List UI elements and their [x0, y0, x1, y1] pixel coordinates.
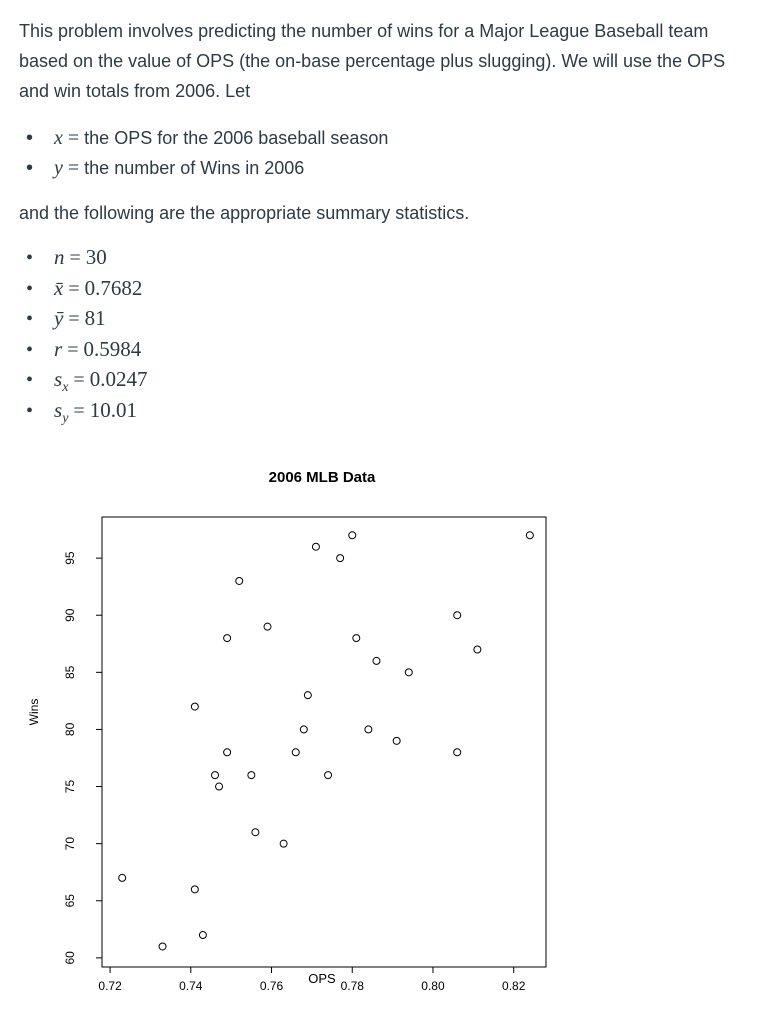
stat-ybar: •ȳ = 81 [26, 303, 147, 334]
stat-sx: $•s_x = 0.0247$ [26, 364, 147, 395]
data-points [119, 532, 534, 950]
data-point [224, 635, 231, 642]
stat-xbar: •x̄ = 0.7682 [26, 273, 147, 304]
summary-intro: and the following are the appropriate summary statistics. [19, 203, 470, 223]
data-point [119, 874, 126, 881]
x-tick-label: 0.76 [259, 979, 284, 993]
x-tick-label: 0.78 [340, 979, 364, 993]
stat-sy: $•s_y = 10.01$ [26, 395, 147, 426]
y-tick-label: 95 [63, 551, 77, 565]
var-description: the OPS for the 2006 baseball season [84, 128, 389, 148]
data-point [191, 703, 198, 710]
var-description: the number of Wins in 2006 [84, 158, 305, 178]
equals-sign: = [67, 127, 80, 149]
bullet-icon [26, 334, 54, 365]
bullet-icon [26, 395, 54, 426]
data-point [248, 772, 255, 779]
data-point [300, 726, 307, 733]
x-tick-label: 0.82 [502, 979, 526, 993]
y-tick-label: 90 [63, 608, 77, 622]
data-point [474, 646, 481, 653]
data-point [252, 829, 259, 836]
variable-definitions [26, 123, 388, 183]
data-point [304, 692, 311, 699]
var-symbol: y [54, 157, 63, 179]
bullet-icon [26, 242, 54, 273]
data-point [191, 886, 198, 893]
stat-r: •r = 0.5984 [26, 334, 147, 365]
data-point [337, 555, 344, 562]
data-point [216, 783, 223, 790]
bullet-icon [26, 153, 54, 183]
data-point [292, 749, 299, 756]
summary-statistics [26, 242, 147, 425]
data-point [353, 635, 360, 642]
data-point [365, 726, 372, 733]
data-point [212, 772, 219, 779]
plot-frame [102, 517, 546, 967]
problem-intro: This problem involves predicting the number of wins for a Major League Baseball team based on the value of OPS (the on-base percentage plus slugging). We will use the OPS and win totals from 2006. Let [19, 21, 726, 101]
data-point [349, 532, 356, 539]
data-point [454, 749, 461, 756]
variable-x [26, 123, 388, 153]
data-point [236, 577, 243, 584]
y-axis [63, 551, 102, 964]
y-tick-label: 80 [63, 722, 77, 737]
y-tick-label: 60 [63, 951, 77, 965]
var-symbol: x [54, 127, 63, 149]
x-tick-label: 0.80 [421, 979, 445, 993]
y-tick-label: 85 [63, 665, 77, 680]
data-point [264, 623, 271, 630]
x-tick-label: 0.72 [98, 979, 122, 993]
x-axis-label: OPS [308, 971, 336, 986]
y-axis-label: Wins [27, 698, 41, 726]
y-tick-label: 70 [63, 836, 77, 851]
data-point [454, 612, 461, 619]
data-point [159, 943, 166, 950]
data-point [325, 772, 332, 779]
x-tick-label: 0.74 [179, 979, 203, 993]
variable-y [26, 153, 388, 183]
bullet-icon [26, 364, 54, 395]
y-tick-label: 65 [63, 894, 77, 908]
equals-sign: = [67, 157, 80, 179]
bullet-icon [26, 123, 54, 153]
bullet-icon [26, 303, 54, 334]
data-point [373, 657, 380, 664]
y-tick-label: 75 [63, 779, 77, 794]
data-point [526, 532, 533, 539]
data-point [280, 840, 287, 847]
scatter-chart [0, 455, 773, 1024]
data-point [199, 932, 206, 939]
data-point [393, 737, 400, 744]
data-point [312, 543, 319, 550]
bullet-icon [26, 273, 54, 304]
chart-title: 2006 MLB Data [268, 469, 376, 486]
data-point [224, 749, 231, 756]
data-point [405, 669, 412, 676]
stat-n: •n = 30 [26, 242, 147, 273]
